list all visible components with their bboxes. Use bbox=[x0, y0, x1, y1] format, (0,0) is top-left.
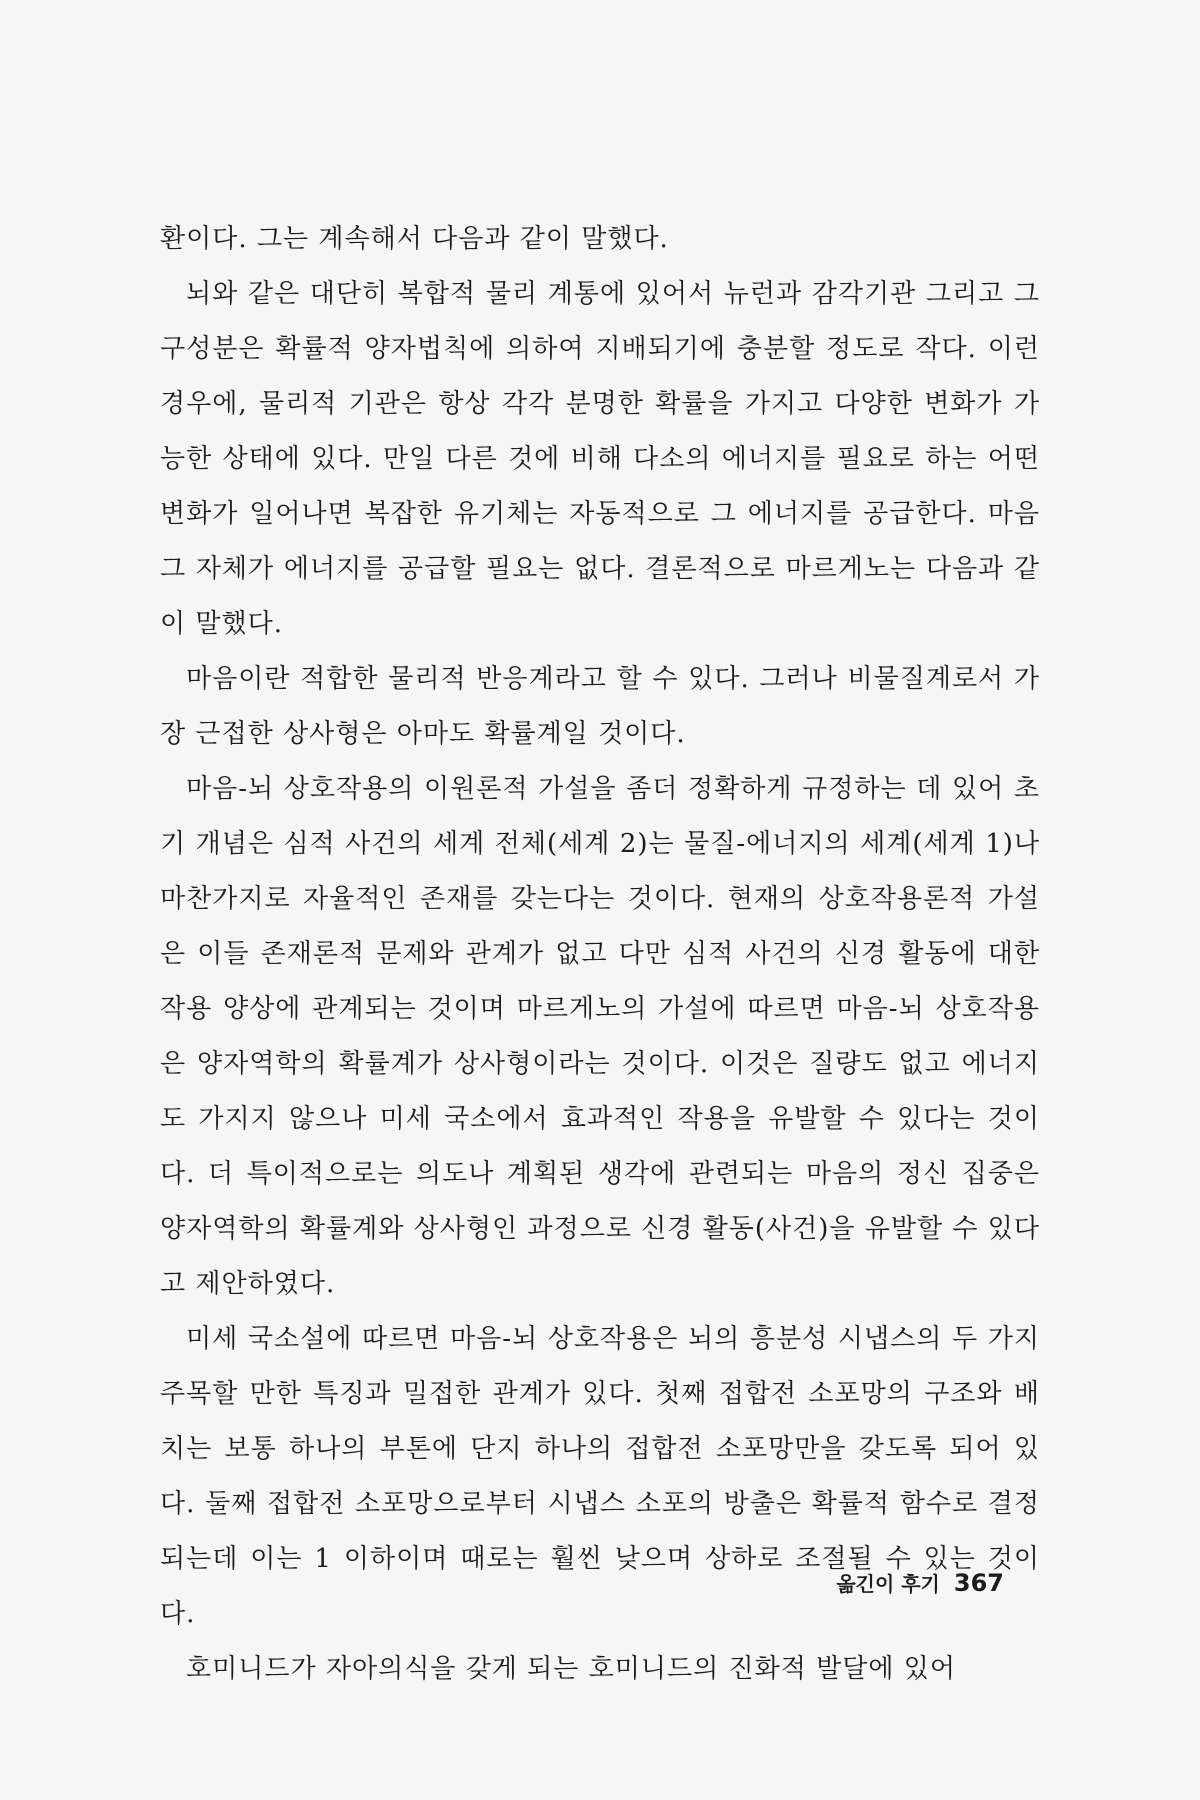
paragraph-mind-brain-hypothesis: 마음-뇌 상호작용의 이원론적 가설을 좀더 정확하게 규정하는 데 있어 초기 개념은 심적 사건의 세계 전체(세계 2)는 물질-에너지의 세계(세계 1)나 마찬가지로 자율적인 존재를 갖는다는 것이다. 현재의 상호작용론적 가설은 이들 존재론적 문제와 관계가 없고 다만 심적 사건의 신경 활동에 대한 작용 양상에 관계되는 것이며 마르게노의 가설에 따르면 마음-뇌 상호작용은 양자역학의 확률계가 상사형이라는 것이다. 이것은 질량도 없고 에너지도 가지지 않으나 미세 국소에서 효과적인 작용을 유발할 수 있다는 것이다. 더 특이적으로는 의도나 계획된 생각에 관련되는 마음의 정신 집중은 양자역학의 확률계와 상사형인 과정으로 신경 활동(사건)을 유발할 수 있다고 제안하였다. bbox=[160, 774, 1040, 1299]
body-text bbox=[160, 212, 1040, 1697]
paragraph-microsite-hypothesis: 미세 국소설에 따르면 마음-뇌 상호작용은 뇌의 흥분성 시냅스의 두 가지 주목할 만한 특징과 밀접한 관계가 있다. 첫째 접합전 소포망의 구조와 배치는 보통 하나의 부톤에 단지 하나의 접합전 소포망만을 갖도록 되어 있다. 둘째 접합전 소포망으로부터 시냅스 소포의 방출은 확률적 함수로 결정되는데 이는 1 이하이며 때로는 훨씬 낮으며 상하로 조절될 수 있는 것이다. bbox=[160, 1324, 1040, 1629]
paragraph-quote-margenau-1: 뇌와 같은 대단히 복합적 물리 계통에 있어서 뉴런과 감각기관 그리고 그 구성분은 확률적 양자법칙에 의하여 지배되기에 충분할 정도로 작다. 이런 경우에, 물리적 기관은 항상 각각 분명한 확률을 가지고 다양한 변화가 가능한 상태에 있다. 만일 다른 것에 비해 다소의 에너지를 필요로 하는 어떤 변화가 일어나면 복잡한 유기체는 자동적으로 그 에너지를 공급한다. 마음 그 자체가 에너지를 공급할 필요는 없다. 결론적으로 마르게노는 다음과 같이 말했다. bbox=[160, 279, 1040, 639]
page-footer bbox=[836, 1568, 1004, 1597]
paragraph-hominid-evolution: 호미니드가 자아의식을 갖게 되는 호미니드의 진화적 발달에 있어 bbox=[186, 1654, 956, 1684]
paragraph-continuation: 환이다. 그는 계속해서 다음과 같이 말했다. bbox=[160, 224, 669, 254]
paragraph-quote-margenau-2: 마음이란 적합한 물리적 반응계라고 할 수 있다. 그러나 비물질계로서 가장 근접한 상사형은 아마도 확률계일 것이다. bbox=[160, 664, 1040, 749]
page-number: 367 bbox=[953, 1569, 1004, 1597]
running-head: 옮긴이 후기 bbox=[836, 1572, 940, 1596]
